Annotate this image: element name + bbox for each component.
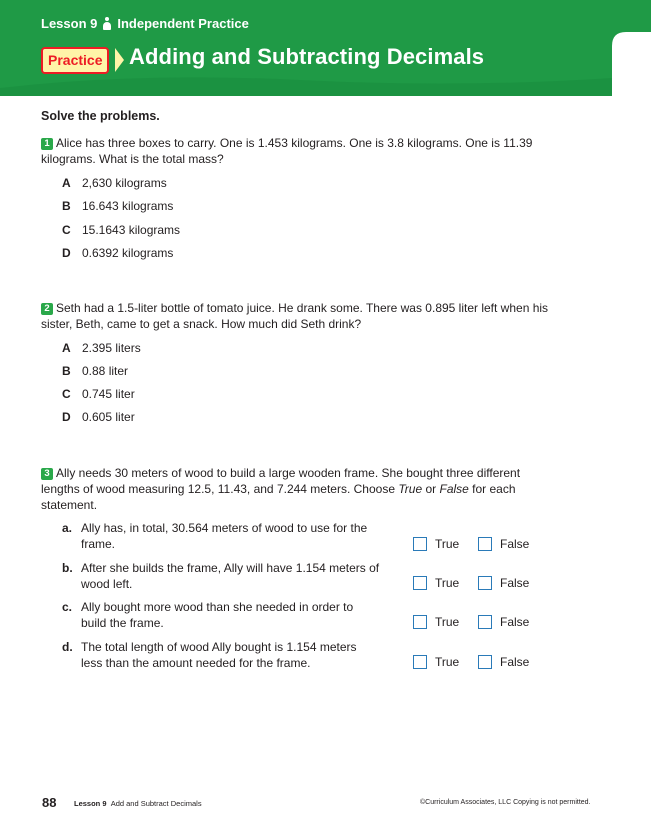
copyright-notice: ©Curriculum Associates, LLC Copying is not permitted.	[420, 799, 591, 806]
statement-d-false-checkbox[interactable]	[478, 655, 492, 669]
q1-choice-b[interactable]	[62, 199, 173, 213]
statement-letter: c.	[62, 600, 73, 614]
lesson-number: Lesson 9	[41, 16, 98, 31]
question-number-1: 1	[41, 138, 53, 150]
question-2	[41, 300, 561, 332]
person-icon	[102, 17, 112, 30]
choice-text: 16.643 kilograms	[82, 199, 174, 213]
choice-letter: C	[62, 387, 71, 401]
statement-b-false-checkbox[interactable]	[478, 576, 492, 590]
statement-d-true-checkbox[interactable]	[413, 655, 427, 669]
question-1	[41, 135, 561, 167]
question-3-text-end: for each statement.	[41, 482, 516, 512]
true-label: True	[435, 615, 460, 629]
q1-choice-c[interactable]	[62, 223, 180, 237]
statement-c-false-checkbox[interactable]	[478, 615, 492, 629]
statement-b-true-checkbox[interactable]	[413, 576, 427, 590]
footer-lesson-label: Lesson 9	[74, 799, 107, 808]
false-label: False	[500, 576, 530, 590]
q1-choice-d[interactable]	[62, 246, 173, 260]
question-1-text: Alice has three boxes to carry. One is 1.453 kilograms. One is 3.8 kilograms. One is 11.39 kilograms. What is the total mass?	[41, 136, 533, 166]
q2-choice-d[interactable]	[62, 410, 135, 424]
badge-arrow	[115, 48, 124, 72]
section-label: Independent Practice	[117, 16, 249, 31]
statement-letter: d.	[62, 640, 73, 654]
statement-text: After she builds the frame, Ally will have 1.154 meters of wood left.	[81, 561, 380, 591]
practice-badge: Practice	[41, 47, 109, 74]
choice-letter: A	[62, 176, 71, 190]
lesson-header	[0, 0, 651, 96]
true-label: True	[435, 655, 460, 669]
footer-lesson-title: Add and Subtract Decimals	[110, 799, 202, 808]
choice-text: 0.605 liter	[82, 410, 135, 424]
choice-letter: D	[62, 410, 71, 424]
choice-text: 2,630 kilograms	[82, 176, 167, 190]
choice-text: 0.745 liter	[82, 387, 135, 401]
statement-text: Ally bought more wood than she needed in order to build the frame.	[81, 600, 354, 630]
false-word: False	[439, 482, 469, 496]
choice-letter: B	[62, 364, 71, 378]
statement-text: Ally has, in total, 30.564 meters of wood to use for the frame.	[81, 521, 368, 551]
statement-text: The total length of wood Ally bought is 1.154 meters less than the amount needed for the frame.	[81, 640, 357, 670]
statement-letter: b.	[62, 561, 73, 575]
choice-text: 15.1643 kilograms	[82, 223, 181, 237]
statement-a-false-checkbox[interactable]	[478, 537, 492, 551]
footer-lesson	[74, 799, 202, 808]
choice-letter: B	[62, 199, 71, 213]
question-number-3: 3	[41, 468, 53, 480]
page-number: 88	[42, 795, 57, 810]
true-word: True	[398, 482, 423, 496]
question-3	[41, 465, 561, 513]
statement-c-true-checkbox[interactable]	[413, 615, 427, 629]
choice-letter: D	[62, 246, 71, 260]
q2-choice-c[interactable]	[62, 387, 135, 401]
or-word: or	[422, 482, 440, 496]
choice-text: 0.88 liter	[82, 364, 129, 378]
page-title: Adding and Subtracting Decimals	[129, 44, 485, 69]
question-2-text: Seth had a 1.5-liter bottle of tomato juice. He drank some. There was 0.895 liter left when his sister, Beth, came to get a snack. How much did Seth drink?	[41, 301, 549, 331]
instructions: Solve the problems.	[41, 109, 160, 123]
lesson-label-line	[41, 16, 249, 31]
choice-text: 0.6392 kilograms	[82, 246, 174, 260]
statement-letter: a.	[62, 521, 73, 535]
question-3-text: Ally needs 30 meters of wood to build a large wooden frame. She bought three different lengths of wood measuring 12.5, 11.43, and 7.244 meters. Choose	[41, 466, 521, 496]
false-label: False	[500, 615, 530, 629]
true-label: True	[435, 537, 460, 551]
choice-text: 2.395 liters	[82, 341, 141, 355]
choice-letter: A	[62, 341, 71, 355]
true-label: True	[435, 576, 460, 590]
false-label: False	[500, 537, 530, 551]
false-label: False	[500, 655, 530, 669]
q1-choice-a[interactable]	[62, 176, 167, 190]
choice-letter: C	[62, 223, 71, 237]
statement-a-true-checkbox[interactable]	[413, 537, 427, 551]
q2-choice-b[interactable]	[62, 364, 128, 378]
q2-choice-a[interactable]	[62, 341, 141, 355]
question-number-2: 2	[41, 303, 53, 315]
